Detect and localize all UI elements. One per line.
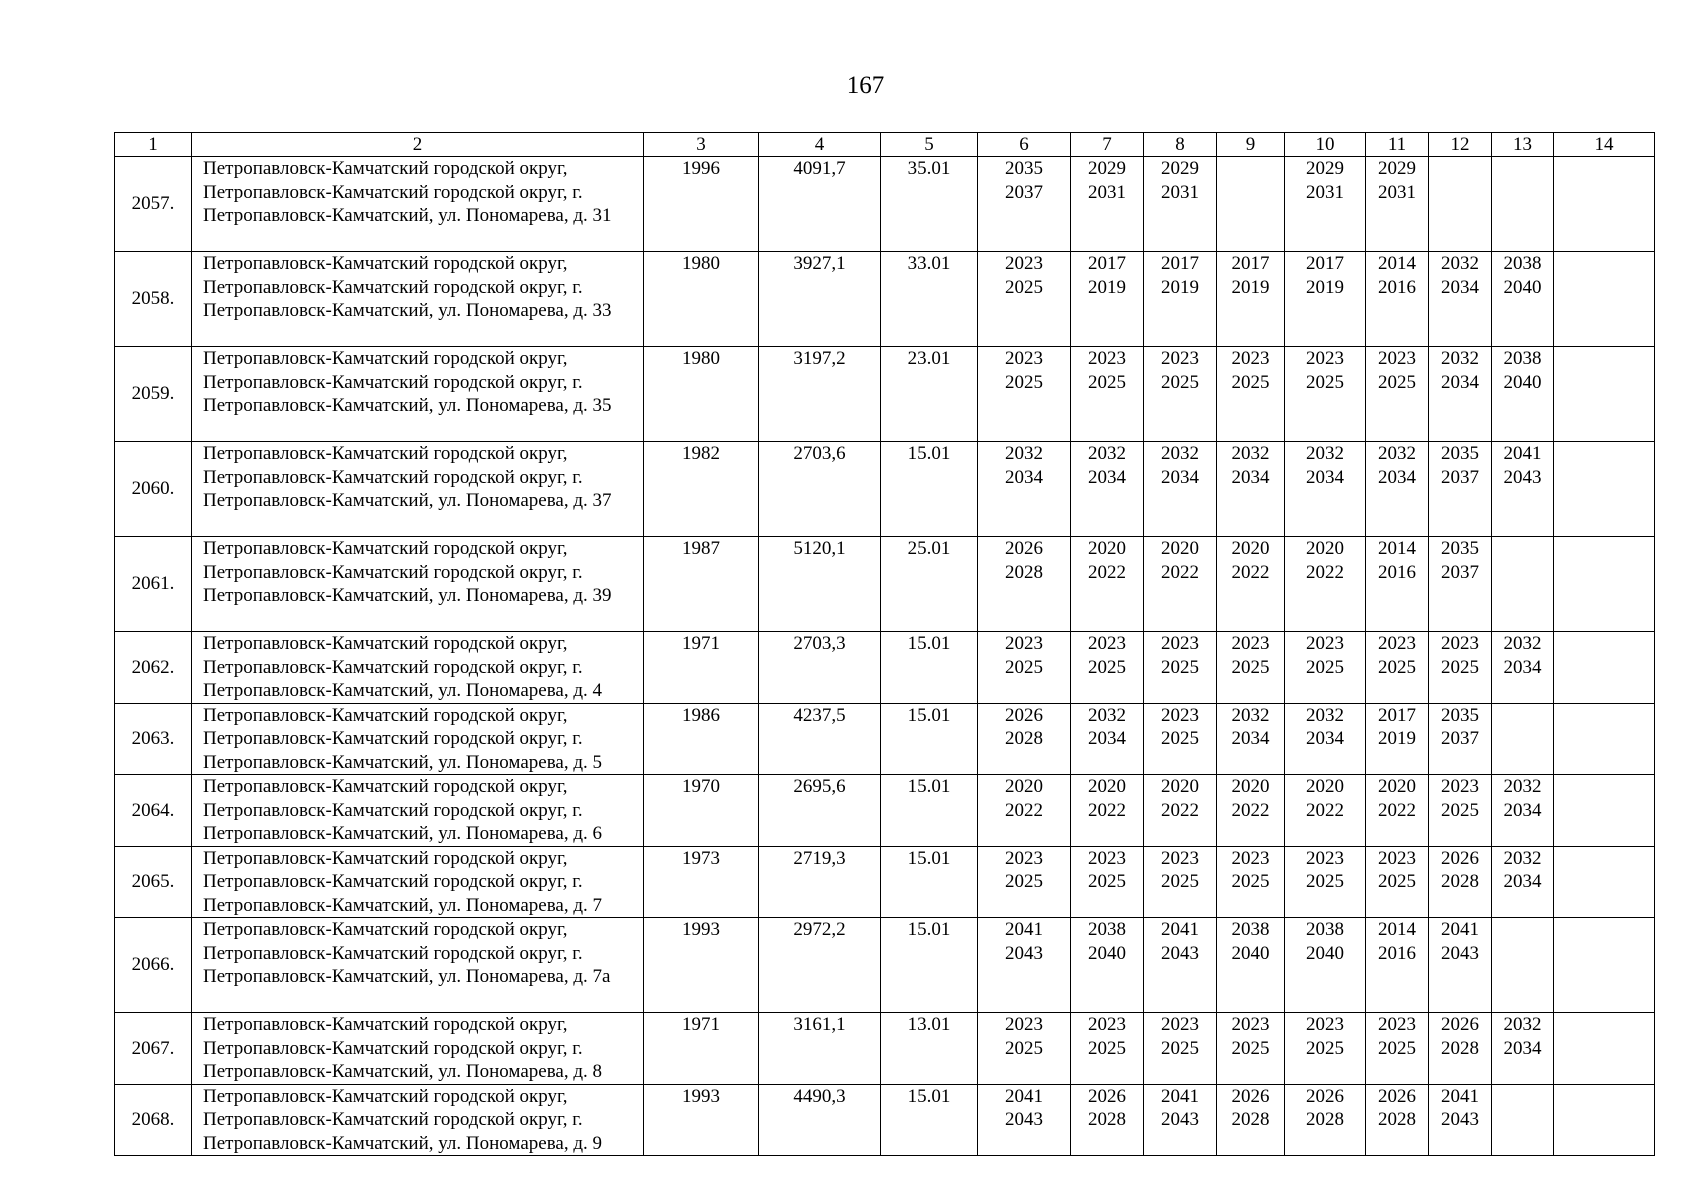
row-number: 2065. (115, 846, 192, 918)
row-number: 2066. (115, 918, 192, 1013)
period-cell (1492, 157, 1554, 252)
period-cell: 2023 2025 (1285, 846, 1366, 918)
period-cell: 2032 2034 (1429, 252, 1492, 347)
code-cell: 15.01 (881, 442, 978, 537)
address-cell: Петропавловск-Камчатский городской округ, Петропавловск-Камчатский городской округ, г. Петропавловск-Камчатский, ул. Пономарева, д. 7а (192, 918, 644, 1013)
period-cell: 2032 2034 (1285, 442, 1366, 537)
column-header: 14 (1554, 133, 1655, 157)
year-built-cell: 1986 (644, 703, 759, 775)
period-cell: 2023 2025 (1366, 1013, 1429, 1085)
period-cell: 2023 2025 (1071, 347, 1144, 442)
code-cell: 25.01 (881, 537, 978, 632)
period-cell (1492, 1084, 1554, 1156)
period-cell: 2041 2043 (1492, 442, 1554, 537)
register-table (114, 132, 1655, 1156)
period-cell: 2020 2022 (1217, 775, 1285, 847)
period-cell: 2023 2025 (1285, 1013, 1366, 1085)
area-cell: 2695,6 (759, 775, 881, 847)
period-cell: 2032 2034 (1492, 846, 1554, 918)
period-cell: 2023 2025 (1144, 846, 1217, 918)
period-cell (1554, 252, 1655, 347)
code-cell: 15.01 (881, 632, 978, 704)
column-header: 6 (978, 133, 1071, 157)
year-built-cell: 1987 (644, 537, 759, 632)
row-number: 2068. (115, 1084, 192, 1156)
page-number: 167 (846, 72, 885, 99)
period-cell: 2026 2028 (1071, 1084, 1144, 1156)
address-cell: Петропавловск-Камчатский городской округ, Петропавловск-Камчатский городской округ, г. Петропавловск-Камчатский, ул. Пономарева, д. 7 (192, 846, 644, 918)
code-cell: 23.01 (881, 347, 978, 442)
period-cell: 2032 2034 (1429, 347, 1492, 442)
year-built-cell: 1980 (644, 252, 759, 347)
period-cell (1554, 1013, 1655, 1085)
period-cell: 2020 2022 (1285, 775, 1366, 847)
code-cell: 35.01 (881, 157, 978, 252)
period-cell: 2026 2028 (978, 537, 1071, 632)
period-cell: 2041 2043 (1429, 918, 1492, 1013)
period-cell (1429, 157, 1492, 252)
period-cell: 2038 2040 (1492, 252, 1554, 347)
period-cell: 2038 2040 (1217, 918, 1285, 1013)
period-cell (1492, 537, 1554, 632)
period-cell: 2020 2022 (1366, 775, 1429, 847)
period-cell: 2023 2025 (1144, 703, 1217, 775)
column-header: 5 (881, 133, 978, 157)
address-cell: Петропавловск-Камчатский городской округ, Петропавловск-Камчатский городской округ, г. Петропавловск-Камчатский, ул. Пономарева, д. 9 (192, 1084, 644, 1156)
period-cell: 2017 2019 (1217, 252, 1285, 347)
code-cell: 13.01 (881, 1013, 978, 1085)
code-cell: 15.01 (881, 846, 978, 918)
year-built-cell: 1970 (644, 775, 759, 847)
column-header: 12 (1429, 133, 1492, 157)
row-number: 2058. (115, 252, 192, 347)
period-cell: 2023 2025 (978, 846, 1071, 918)
table-row (115, 846, 1655, 918)
period-cell: 2041 2043 (978, 918, 1071, 1013)
area-cell: 2972,2 (759, 918, 881, 1013)
period-cell: 2017 2019 (1144, 252, 1217, 347)
area-cell: 2703,3 (759, 632, 881, 704)
area-cell: 5120,1 (759, 537, 881, 632)
period-cell: 2023 2025 (978, 1013, 1071, 1085)
period-cell: 2032 2034 (1144, 442, 1217, 537)
period-cell: 2041 2043 (1144, 1084, 1217, 1156)
period-cell: 2023 2025 (1217, 1013, 1285, 1085)
period-cell: 2029 2031 (1366, 157, 1429, 252)
period-cell (1217, 157, 1285, 252)
period-cell: 2017 2019 (1071, 252, 1144, 347)
column-header: 3 (644, 133, 759, 157)
table-row (115, 775, 1655, 847)
table-row (115, 537, 1655, 632)
year-built-cell: 1971 (644, 632, 759, 704)
period-cell: 2041 2043 (978, 1084, 1071, 1156)
period-cell: 2023 2025 (1217, 846, 1285, 918)
period-cell: 2026 2028 (1217, 1084, 1285, 1156)
period-cell: 2026 2028 (1429, 1013, 1492, 1085)
year-built-cell: 1973 (644, 846, 759, 918)
period-cell: 2038 2040 (1492, 347, 1554, 442)
period-cell: 2020 2022 (1144, 537, 1217, 632)
code-cell: 33.01 (881, 252, 978, 347)
period-cell: 2029 2031 (1285, 157, 1366, 252)
year-built-cell: 1982 (644, 442, 759, 537)
period-cell (1492, 918, 1554, 1013)
column-header: 4 (759, 133, 881, 157)
table-row (115, 252, 1655, 347)
period-cell: 2032 2034 (1366, 442, 1429, 537)
address-cell: Петропавловск-Камчатский городской округ, Петропавловск-Камчатский городской округ, г. Петропавловск-Камчатский, ул. Пономарева, д. 35 (192, 347, 644, 442)
row-number: 2063. (115, 703, 192, 775)
code-cell: 15.01 (881, 703, 978, 775)
period-cell: 2017 2019 (1366, 703, 1429, 775)
period-cell: 2023 2025 (1285, 347, 1366, 442)
address-cell: Петропавловск-Камчатский городской округ, Петропавловск-Камчатский городской округ, г. Петропавловск-Камчатский, ул. Пономарева, д. 8 (192, 1013, 644, 1085)
table-row (115, 1084, 1655, 1156)
period-cell: 2041 2043 (1144, 918, 1217, 1013)
area-cell: 3927,1 (759, 252, 881, 347)
period-cell: 2038 2040 (1285, 918, 1366, 1013)
period-cell: 2026 2028 (1366, 1084, 1429, 1156)
table-row (115, 703, 1655, 775)
period-cell: 2035 2037 (1429, 703, 1492, 775)
period-cell (1554, 703, 1655, 775)
period-cell: 2041 2043 (1429, 1084, 1492, 1156)
address-cell: Петропавловск-Камчатский городской округ, Петропавловск-Камчатский городской округ, г. Петропавловск-Камчатский, ул. Пономарева, д. 6 (192, 775, 644, 847)
period-cell: 2014 2016 (1366, 537, 1429, 632)
row-number: 2067. (115, 1013, 192, 1085)
period-cell: 2023 2025 (1429, 775, 1492, 847)
year-built-cell: 1993 (644, 918, 759, 1013)
area-cell: 2719,3 (759, 846, 881, 918)
code-cell: 15.01 (881, 1084, 978, 1156)
column-header: 2 (192, 133, 644, 157)
period-cell (1554, 775, 1655, 847)
period-cell: 2023 2025 (1144, 632, 1217, 704)
period-cell: 2023 2025 (1144, 1013, 1217, 1085)
column-header: 7 (1071, 133, 1144, 157)
address-cell: Петропавловск-Камчатский городской округ, Петропавловск-Камчатский городской округ, г. Петропавловск-Камчатский, ул. Пономарева, д. 33 (192, 252, 644, 347)
address-cell: Петропавловск-Камчатский городской округ, Петропавловск-Камчатский городской округ, г. Петропавловск-Камчатский, ул. Пономарева, д. 39 (192, 537, 644, 632)
year-built-cell: 1996 (644, 157, 759, 252)
period-cell (1554, 442, 1655, 537)
period-cell: 2014 2016 (1366, 918, 1429, 1013)
period-cell: 2023 2025 (1071, 846, 1144, 918)
column-header: 13 (1492, 133, 1554, 157)
period-cell: 2020 2022 (1285, 537, 1366, 632)
code-cell: 15.01 (881, 918, 978, 1013)
period-cell: 2014 2016 (1366, 252, 1429, 347)
column-number-row (115, 133, 1655, 157)
period-cell: 2023 2025 (1144, 347, 1217, 442)
period-cell: 2020 2022 (978, 775, 1071, 847)
period-cell: 2026 2028 (978, 703, 1071, 775)
column-header: 9 (1217, 133, 1285, 157)
period-cell: 2023 2025 (978, 252, 1071, 347)
period-cell: 2032 2034 (1492, 632, 1554, 704)
period-cell: 2023 2025 (1366, 347, 1429, 442)
period-cell: 2017 2019 (1285, 252, 1366, 347)
table-row (115, 632, 1655, 704)
column-header: 8 (1144, 133, 1217, 157)
period-cell: 2026 2028 (1429, 846, 1492, 918)
period-cell: 2020 2022 (1144, 775, 1217, 847)
period-cell: 2020 2022 (1217, 537, 1285, 632)
address-cell: Петропавловск-Камчатский городской округ, Петропавловск-Камчатский городской округ, г. Петропавловск-Камчатский, ул. Пономарева, д. 37 (192, 442, 644, 537)
area-cell: 3161,1 (759, 1013, 881, 1085)
address-cell: Петропавловск-Камчатский городской округ, Петропавловск-Камчатский городской округ, г. Петропавловск-Камчатский, ул. Пономарева, д. 5 (192, 703, 644, 775)
period-cell: 2026 2028 (1285, 1084, 1366, 1156)
table-row (115, 442, 1655, 537)
row-number: 2064. (115, 775, 192, 847)
period-cell: 2029 2031 (1071, 157, 1144, 252)
table-row (115, 157, 1655, 252)
period-cell: 2020 2022 (1071, 537, 1144, 632)
row-number: 2060. (115, 442, 192, 537)
area-cell: 4237,5 (759, 703, 881, 775)
table-row (115, 1013, 1655, 1085)
period-cell (1554, 157, 1655, 252)
area-cell: 3197,2 (759, 347, 881, 442)
column-header: 1 (115, 133, 192, 157)
period-cell: 2023 2025 (1071, 632, 1144, 704)
period-cell: 2032 2034 (1217, 442, 1285, 537)
period-cell: 2035 2037 (1429, 442, 1492, 537)
period-cell: 2023 2025 (1366, 846, 1429, 918)
period-cell: 2032 2034 (1285, 703, 1366, 775)
period-cell (1554, 846, 1655, 918)
period-cell (1554, 1084, 1655, 1156)
period-cell: 2023 2025 (978, 347, 1071, 442)
table-row (115, 347, 1655, 442)
period-cell: 2032 2034 (978, 442, 1071, 537)
period-cell (1554, 918, 1655, 1013)
period-cell: 2023 2025 (1217, 347, 1285, 442)
row-number: 2059. (115, 347, 192, 442)
row-number: 2061. (115, 537, 192, 632)
period-cell: 2023 2025 (1429, 632, 1492, 704)
year-built-cell: 1980 (644, 347, 759, 442)
period-cell: 2023 2025 (1366, 632, 1429, 704)
period-cell: 2023 2025 (1071, 1013, 1144, 1085)
year-built-cell: 1971 (644, 1013, 759, 1085)
period-cell (1554, 632, 1655, 704)
address-cell: Петропавловск-Камчатский городской округ, Петропавловск-Камчатский городской округ, г. Петропавловск-Камчатский, ул. Пономарева, д. 4 (192, 632, 644, 704)
area-cell: 2703,6 (759, 442, 881, 537)
period-cell: 2035 2037 (978, 157, 1071, 252)
row-number: 2057. (115, 157, 192, 252)
period-cell: 2023 2025 (978, 632, 1071, 704)
year-built-cell: 1993 (644, 1084, 759, 1156)
period-cell (1492, 703, 1554, 775)
period-cell: 2032 2034 (1071, 703, 1144, 775)
period-cell: 2032 2034 (1071, 442, 1144, 537)
period-cell: 2032 2034 (1492, 1013, 1554, 1085)
period-cell: 2023 2025 (1217, 632, 1285, 704)
period-cell: 2038 2040 (1071, 918, 1144, 1013)
period-cell: 2020 2022 (1071, 775, 1144, 847)
period-cell: 2029 2031 (1144, 157, 1217, 252)
address-cell: Петропавловск-Камчатский городской округ, Петропавловск-Камчатский городской округ, г. Петропавловск-Камчатский, ул. Пономарева, д. 31 (192, 157, 644, 252)
period-cell (1554, 537, 1655, 632)
period-cell: 2032 2034 (1492, 775, 1554, 847)
code-cell: 15.01 (881, 775, 978, 847)
column-header: 11 (1366, 133, 1429, 157)
period-cell: 2023 2025 (1285, 632, 1366, 704)
area-cell: 4091,7 (759, 157, 881, 252)
period-cell: 2035 2037 (1429, 537, 1492, 632)
area-cell: 4490,3 (759, 1084, 881, 1156)
row-number: 2062. (115, 632, 192, 704)
table-row (115, 918, 1655, 1013)
column-header: 10 (1285, 133, 1366, 157)
period-cell (1554, 347, 1655, 442)
period-cell: 2032 2034 (1217, 703, 1285, 775)
